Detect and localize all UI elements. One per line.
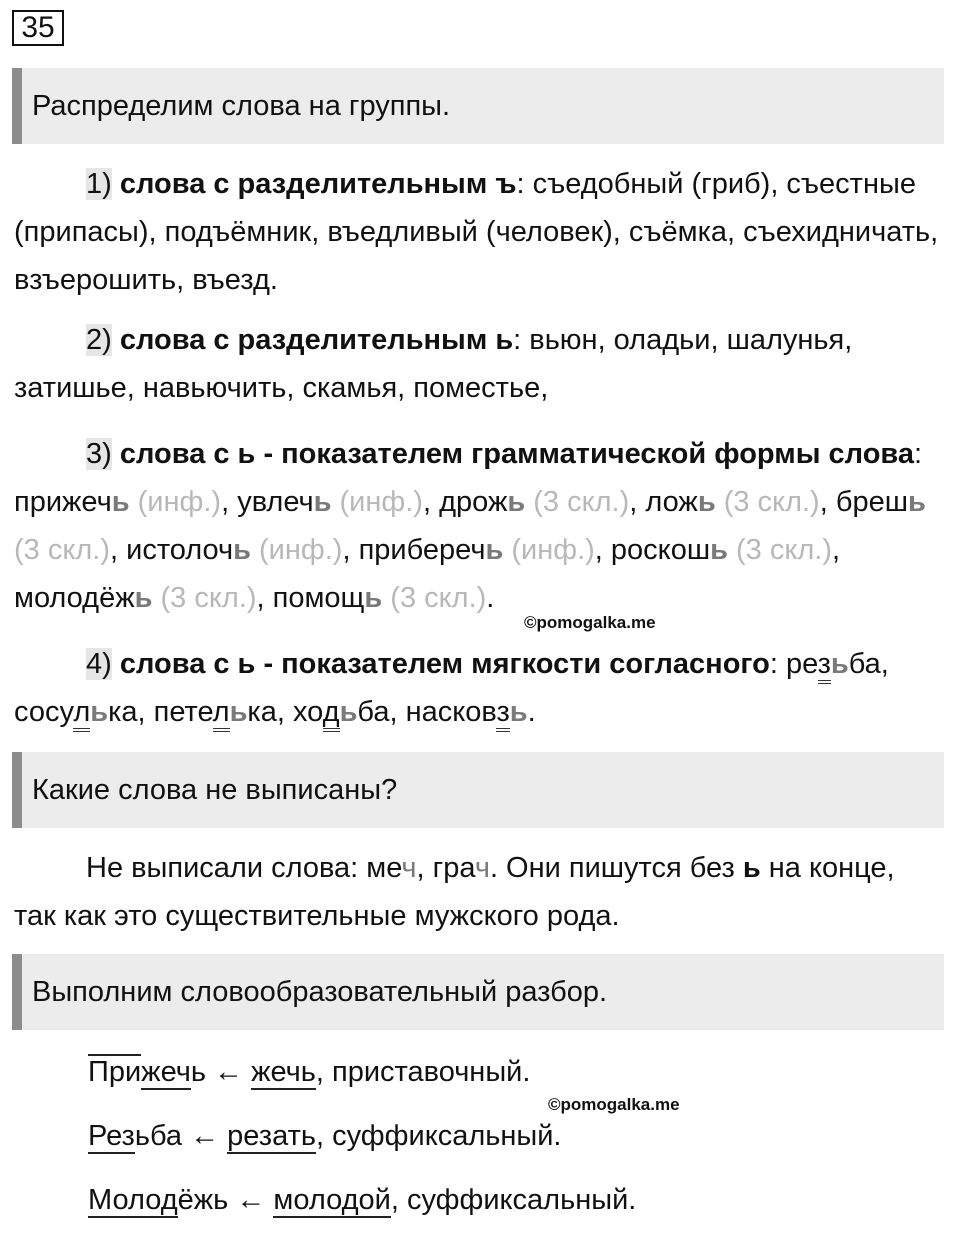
group-1-heading: слова с разделительным ъ	[119, 168, 517, 200]
group-1-paragraph	[14, 160, 944, 304]
list-item: сосулька,	[14, 696, 154, 732]
group-1-words: : съедобный (гриб), съестные (припасы), подъёмник, въедливый (человек), съёмка, съехидничать, взъерошить, въезд.	[14, 168, 939, 296]
list-item: истолочь (инф.),	[126, 534, 359, 566]
group-2-words: : вьюн, оладьи, шалунья, затишье, навьючить, скамья, поместье,	[14, 324, 853, 404]
list-item: петелька,	[154, 696, 293, 732]
section-header-word-formation	[12, 954, 944, 1030]
list-item: брешь (3 скл.),	[14, 486, 926, 566]
section-title: Какие слова не выписаны?	[32, 773, 398, 806]
list-item: ложь (3 скл.),	[645, 486, 836, 518]
morphology-line-2: Резьба ← резать, суффиксальный.	[88, 1120, 562, 1152]
group-4-number: 4)	[86, 648, 112, 680]
section-title: Выполним словообразовательный разбор.	[32, 975, 608, 1008]
group-1-number: 1)	[86, 168, 112, 200]
watermark: ©pomogalka.me	[524, 613, 656, 632]
group-2-number: 2)	[86, 324, 112, 356]
group-4-heading: слова с ь - показателем мягкости согласного	[119, 648, 770, 680]
list-item: ходьба,	[293, 696, 406, 732]
section-header-missing	[12, 752, 944, 828]
list-item: увлечь (инф.),	[237, 486, 440, 518]
answer-paragraph: Не выписали слова: меч, грач. Они пишутся без ь на конце, так как это существительные мужского рода.	[14, 852, 895, 932]
section-header-distribute	[12, 68, 944, 144]
morphology-line-1: Прижечь ← жечь, приставочный.	[88, 1056, 531, 1088]
group-3-heading: слова с ь - показателем грамматической формы слова	[119, 438, 914, 470]
group-3-number: 3)	[86, 438, 112, 470]
watermark: ©pomogalka.me	[548, 1095, 680, 1114]
group-3-word-list	[14, 486, 926, 614]
list-item: прижечь (инф.),	[14, 486, 238, 518]
group-2-heading: слова с разделительным ь	[119, 324, 514, 356]
task-number: 35	[12, 10, 64, 46]
list-item: приберечь (инф.),	[358, 534, 611, 566]
morphology-line-3: Молодёжь ← молодой, суффиксальный.	[88, 1184, 637, 1216]
group-4-paragraph: 4) слова с ь - показателем мягкости согласного: резьба, сосулька, петелька, ходьба, насковзь.	[14, 640, 944, 736]
list-item: роскошь (3 скл.),	[610, 534, 841, 566]
group-2-paragraph	[14, 316, 944, 412]
list-item: молодёжь (3 скл.),	[14, 582, 273, 614]
list-item: помощь (3 скл.).	[272, 582, 495, 614]
group-3-paragraph: 3) слова с ь - показателем грамматической формы слова: прижечь (инф.), увлечь (инф.), дрожь (3 скл.), ложь (3 скл.), брешь (3 скл.), истолочь (инф.), приберечь (инф.), роскошь (3 скл.), молодёжь (3 скл.), помощь (3 скл.).	[14, 438, 926, 614]
list-item: дрожь (3 скл.),	[439, 486, 646, 518]
list-item: насковзь.	[406, 696, 536, 732]
section-title: Распределим слова на группы.	[32, 89, 451, 122]
list-item: резьба,	[786, 648, 889, 684]
